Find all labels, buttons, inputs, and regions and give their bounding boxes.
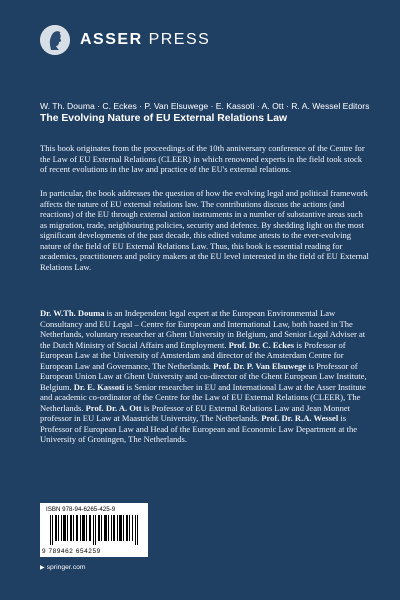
triangle-right-icon: ▶ bbox=[40, 565, 45, 571]
bio-text-wessel: is Professor of European Law and Head of the European and Economic Law Department at the University of Groningen, The Netherlands. bbox=[40, 413, 358, 444]
barcode-bars bbox=[50, 515, 138, 545]
bio-text-vanelsuwege: is Professor of European Union Law at Ghent University and co-director of the Ghent European Law Institute, Belgium. bbox=[40, 360, 367, 392]
bio-text-eckes: is Professor of European Law at the University of Amsterdam and director of the Amsterdam Centre for European Law and Governance, The Netherlands. bbox=[40, 339, 346, 371]
publisher-name-part1: ASSER bbox=[80, 31, 143, 48]
editors-names: W. Th. Douma · C. Eckes · P. Van Elsuwege · E. Kassoti · A. Ott · R. A. Wessel bbox=[40, 101, 341, 111]
bio-name-douma: Dr. W.Th. Douma bbox=[40, 308, 105, 318]
bio-name-kassoti: Dr. E. Kassoti bbox=[73, 381, 125, 392]
editors-bios bbox=[40, 308, 370, 445]
book-title: The Evolving Nature of EU External Relations Law bbox=[40, 113, 288, 124]
publisher-name-part2: PRESS bbox=[148, 31, 211, 48]
bio-name-wessel: Prof. Dr. R.A. Wessel bbox=[261, 413, 339, 423]
editors-suffix: Editors bbox=[342, 101, 370, 111]
bio-name-vanelsuwege: Prof. Dr. P. Van Elsuwege bbox=[213, 360, 307, 371]
intro-paragraph-2: In particular, the book addresses the question of how the evolving legal and political framework affects the nature of EU external relations law. The contributions discuss the actions (and reactions) of the EU through external action instruments in a number of substantive areas such as migration, trade, neighbouring policies, security and defence. By shedding light on the most significant developments of the past decade, this edited volume attests to the ever-evolving nature of the field of EU External Relations Law. Thus, this book is essential reading for academics, practitioners and policy makers at the EU level interested in the field of EU External Relations Law. bbox=[40, 188, 369, 272]
website-url[interactable]: springer.com bbox=[46, 564, 86, 571]
bio-name-eckes: Prof. Dr. C. Eckes bbox=[228, 339, 295, 350]
bio-text-kassoti: is Senior researcher in EU and International Law at the Asser Institute and academic co-ordinator of the Centre for the Law of EU External Relations (CLEER), The Netherlands. bbox=[40, 381, 366, 413]
bio-text-douma: is an Independent legal expert at the European Environmental Law Consultancy and EU Legal – Centre for European and International Law, both based in The Netherlands, voluntary researcher at Ghent University in Belgium, and Senior Legal Adviser at the Dutch Ministry of Social Affairs and Employment. bbox=[40, 308, 366, 350]
barcode-digits: 9 789462 654259 bbox=[42, 548, 101, 555]
publisher-name bbox=[80, 31, 210, 49]
isbn-number: ISBN 978-94-6265-425-9 bbox=[46, 506, 116, 513]
publisher-logo bbox=[40, 25, 210, 55]
intro-paragraph-1: This book originates from the proceedings of the 10th anniversary conference of the Centre for the Law of EU External Relations (CLEER) in which renowned experts in the field took stock of recent evolutions in the law and practice of the EU's external relations. bbox=[40, 143, 365, 174]
barcode bbox=[40, 503, 148, 557]
editors-line bbox=[40, 101, 370, 111]
publisher-website[interactable] bbox=[40, 564, 86, 571]
bio-name-ott: Prof. Dr. A. Ott bbox=[85, 402, 142, 413]
bio-text-ott: is Professor of EU External Relations Law and Jean Monnet professor in EU Law at Maastricht University, The Netherlands. bbox=[40, 402, 351, 423]
portrait-medallion-icon bbox=[40, 25, 70, 55]
